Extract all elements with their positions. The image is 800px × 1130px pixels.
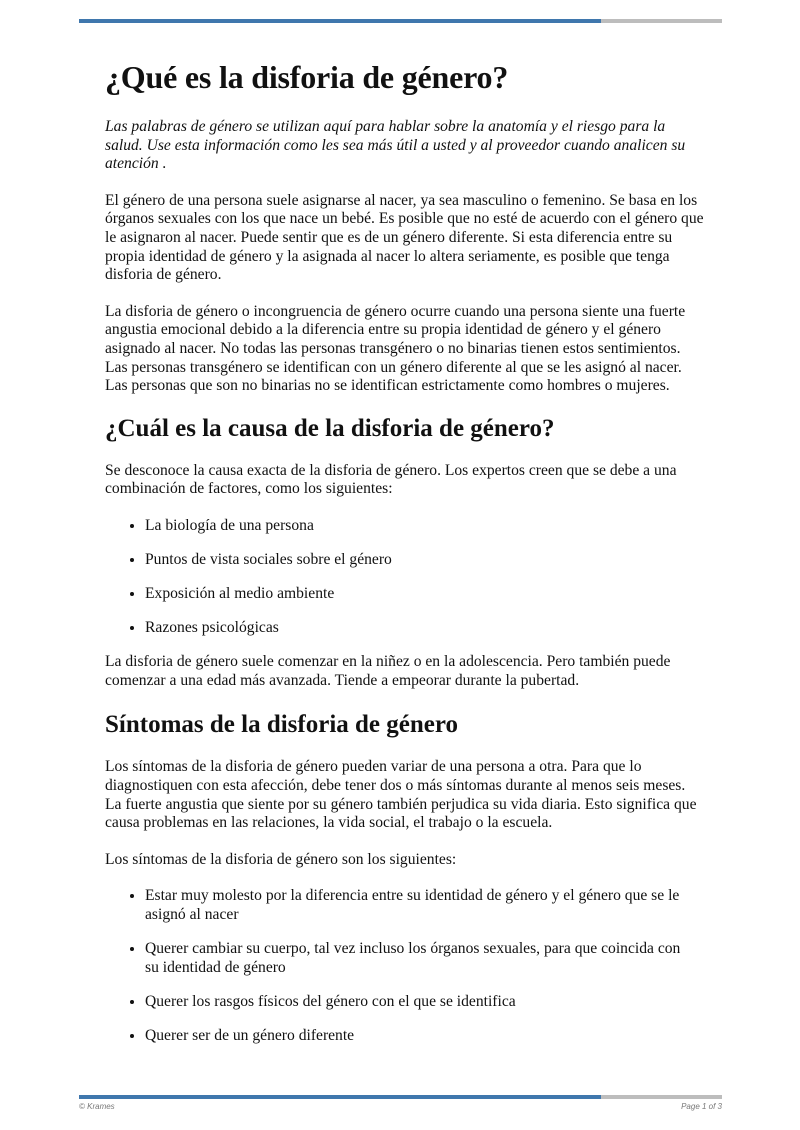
paragraph: Los síntomas de la disforia de género pueden variar de una persona a otra. Para que lo diagnostiquen con esta afección, debe tener dos o más síntomas durante al menos seis meses. La fuerte angustia que siente por su género también perjudica su vida diaria. Esto significa que causa problemas en las relaciones, la vida social, el trabajo o la escuela. [105,758,697,832]
list-item: • Puntos de vista sociales sobre el género [145,551,705,570]
footer-page-number: Page 1 of 3 [681,1102,722,1111]
footer-rule [79,1095,722,1099]
section-heading-symptoms: Síntomas de la disforia de género [105,711,459,739]
list-item: • Querer ser de un género diferente [145,1027,685,1046]
list-item: • La biología de una persona [145,517,705,536]
paragraph: Se desconoce la causa exacta de la disforia de género. Los expertos creen que se debe a una combinación de factores, como los siguientes: [105,461,677,498]
list-item: • Querer los rasgos físicos del género con el que se identifica [145,993,685,1012]
footer-copyright: © Krames [79,1102,115,1111]
header-rule [79,19,722,23]
list-item: • Razones psicológicas [145,619,705,638]
footer-rule-track [601,1095,722,1099]
header-rule-track [601,19,722,23]
footer-rule-accent [79,1095,601,1099]
paragraph: El género de una persona suele asignarse al nacer, ya sea masculino o femenino. Se basa en los órganos sexuales con los que nace un bebé. Es posible que no esté de acuerdo con el género que le asignaron al nacer. Puede sentir que es de un género diferente. Si esta diferencia entre su propia identidad de género y la asignada al nacer lo altera seriamente, es posible que tenga disforia de género. [105,191,704,284]
section-heading-causes: ¿Cuál es la causa de la disforia de género? [105,414,555,442]
paragraph: La disforia de género o incongruencia de género ocurre cuando una persona siente una fuerte angustia emocional debido a la diferencia entre su propia identidad de género y el género asignado al nacer. No todas las personas transgénero o no binarias tienen estos sentimientos. Las personas transgénero se identifican con un género diferente al que se les asignó al nacer. Las personas que son no binarias no se identifican estrictamente como hombres o mujeres. [105,302,686,395]
causes-list [105,517,705,638]
list-item: • Exposición al medio ambiente [145,585,705,604]
document-body [105,58,705,1061]
paragraph: La disforia de género suele comenzar en la niñez o en la adolescencia. Pero también puede comenzar a una edad más avanzada. Tiende a empeorar durante la pubertad. [105,653,671,689]
list-item: • Querer cambiar su cuerpo, tal vez incluso los órganos sexuales, para que coincida con su identidad de género [145,940,685,977]
paragraph: Los síntomas de la disforia de género son los siguientes: [105,850,457,868]
symptoms-list [105,887,705,1045]
list-item: • Estar muy molesto por la diferencia entre su identidad de género y el género que se le asignó al nacer [145,887,685,924]
page-title: ¿Qué es la disforia de género? [105,59,509,95]
header-rule-accent [79,19,601,23]
intro-note: Las palabras de género se utilizan aquí para hablar sobre la anatomía y el riesgo para la salud. Use esta información como les sea más útil a usted y al proveedor cuando analicen su atención . [105,118,686,173]
